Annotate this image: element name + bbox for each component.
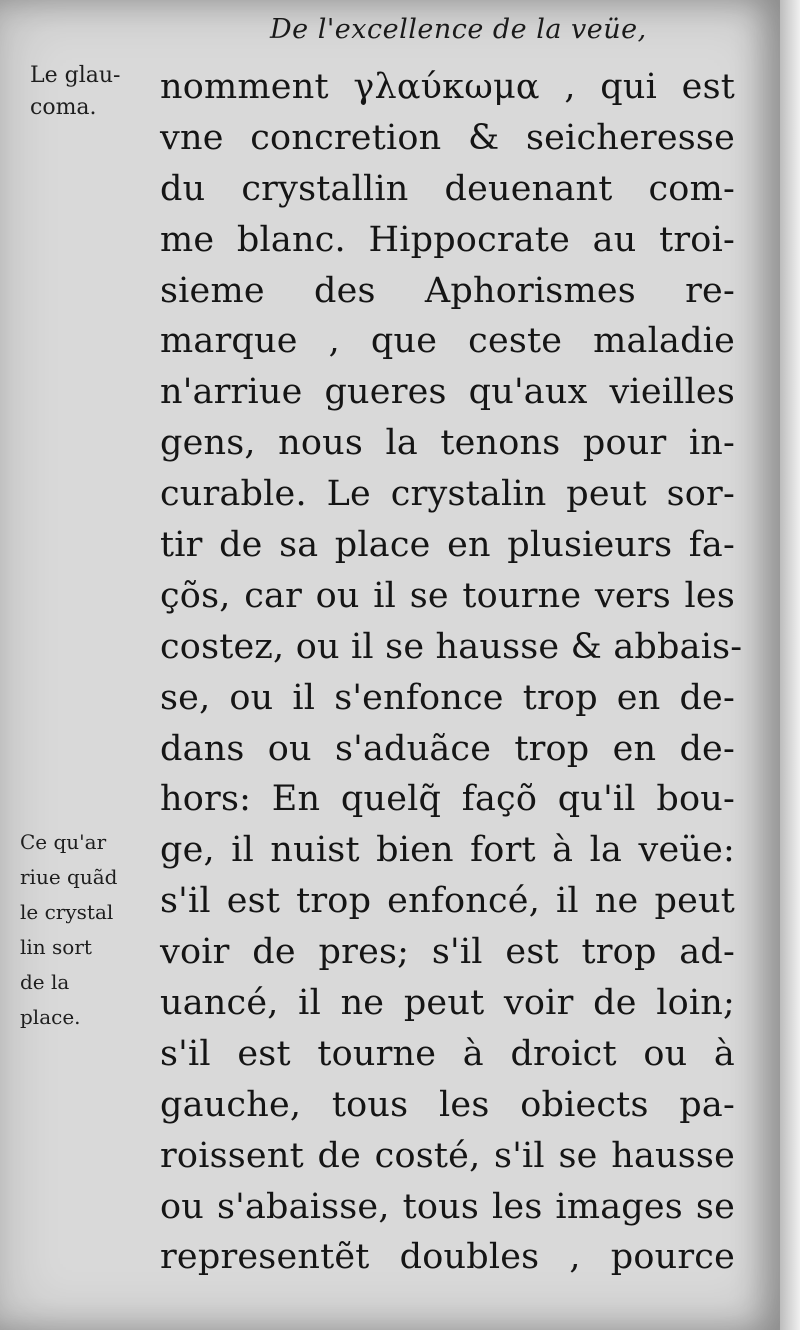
margin-note-line: Ce qu'ar [20,830,107,854]
margin-note-crystallin [20,825,150,1035]
text-line: s'il est trop enfoncé, il ne peut [160,881,735,922]
text-line: çõs, car ou il se tourne vers les [160,575,735,616]
margin-note-line: Le glau- [30,63,121,88]
page-edge [780,0,800,1330]
text-line: s'il est tourne à droict ou à [160,1033,735,1074]
text-line: voir de pres; s'il est trop ad- [160,932,735,973]
text-line: costez, ou il se hausse & abbais- [160,626,743,667]
text-line: hors: En quelq̃ façõ qu'il bou- [160,779,735,820]
text-line: ge, il nuist bien fort à la veüe: [160,830,735,871]
text-line: du crystallin deuenant com- [160,168,735,209]
margin-note-glaucoma [30,60,155,124]
text-line: gauche, tous les obiects pa- [160,1084,735,1125]
text-line: roissent de costé, s'il se hausse [160,1135,735,1176]
text-line: n'arriue gueres qu'aux vieilles [160,372,735,413]
text-line: sieme des Aphorismes re- [160,270,735,311]
margin-note-line: place. [20,1005,81,1029]
text-line: representẽt doubles , pource [160,1237,735,1278]
text-line: curable. Le crystalin peut sor- [160,474,735,515]
text-line: se, ou il s'enfonce trop en de- [160,677,735,718]
text-line: me blanc. Hippocrate au troi- [160,219,735,260]
margin-note-line: riue quãd [20,865,118,889]
text-line: dans ou s'aduãce trop en de- [160,728,735,769]
margin-note-line: de la [20,970,70,994]
text-line: ou s'abaisse, tous les images se [160,1186,735,1227]
text-line: marque , que ceste maladie [160,321,735,362]
margin-note-line: lin sort [20,935,92,959]
text-line: nomment γλαύκωμα , qui est [160,67,735,107]
body-text [160,62,743,1283]
margin-note-line: coma. [30,95,97,120]
margin-note-line: le crystal [20,900,114,924]
running-head: De l'excellence de la veüe, [270,14,647,45]
text-line: uancé, il ne peut voir de loin; [160,983,735,1024]
text-line: vne concretion & seicheresse [160,117,735,158]
text-line: gens, nous la tenons pour in- [160,423,735,464]
text-line: tir de sa place en plusieurs fa- [160,525,735,566]
